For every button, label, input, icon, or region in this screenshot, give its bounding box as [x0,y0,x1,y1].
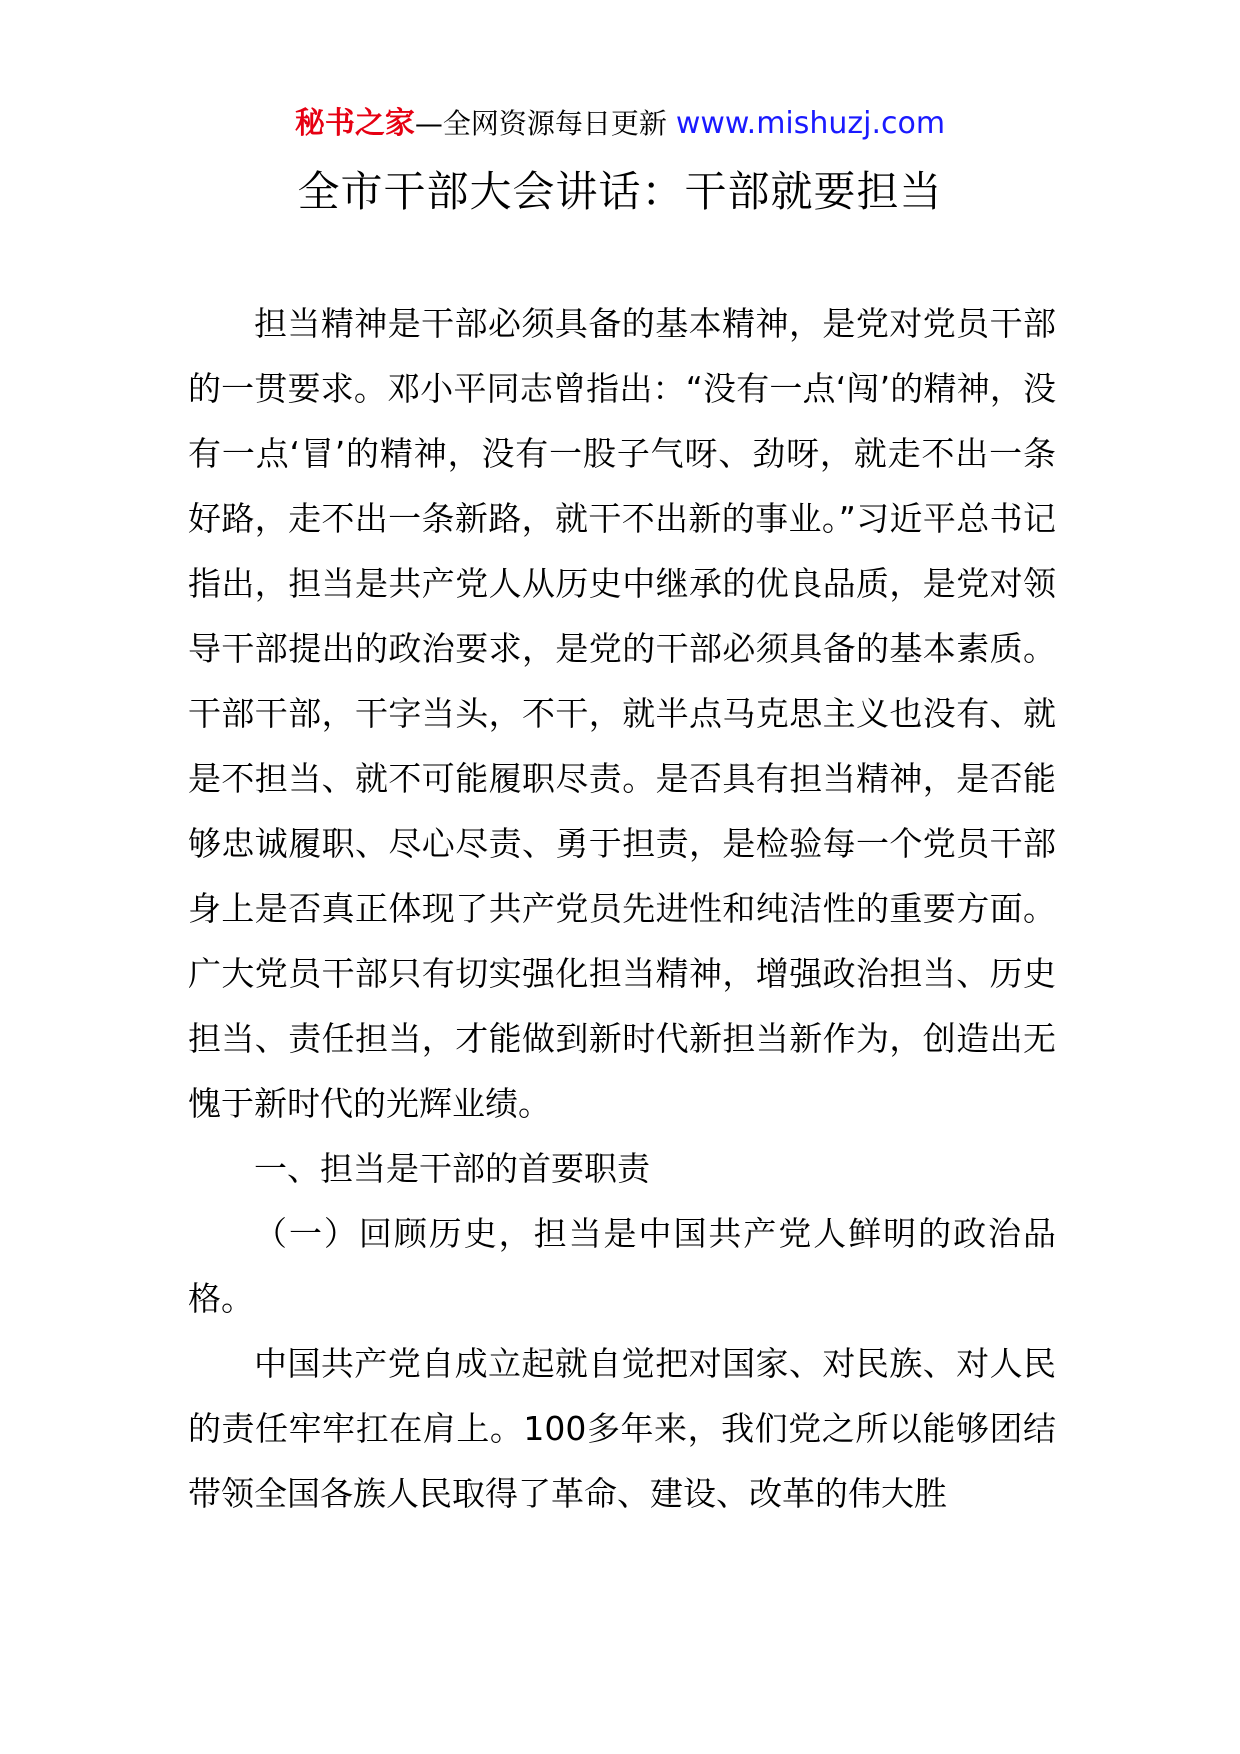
document-title: 全市干部大会讲话：干部就要担当 [297,167,943,216]
section-heading: 一、担当是干部的首要职责 [254,1149,650,1188]
site-header [0,104,1240,144]
document-body [188,291,1056,1526]
site-slogan: —全网资源每日更新 [414,107,667,140]
site-brand: 秘书之家 [294,106,415,141]
paragraph-history: 中国共产党自成立起就自觉把对国家、对民族、对人民的责任牢牢扛在肩上。100多年来，我们党之所以能够团结带领全国各族人民取得了革命、建设、改革的伟大胜 [188,1344,1056,1513]
paragraph-intro: 担当精神是干部必须具备的基本精神，是党对党员干部的一贯要求。邓小平同志曾指出：“没有一点‘闯’的精神，没有一点‘冒’的精神，没有一股子气呀、劲呀，就走不出一条好路，走不出一条新路，就干不出新的事业。”习近平总书记指出，担当是共产党人从历史中继承的优良品质，是党对领导干部提出的政治要求，是党的干部必须具备的基本素质。干部干部，干字当头，不干，就半点马克思主义也没有、就是不担当、就不可能履职尽责。是否具有担当精神，是否能够忠诚履职、尽心尽责、勇于担责，是检验每一个党员干部身上是否真正体现了共产党员先进性和纯洁性的重要方面。广大党员干部只有切实强化担当精神，增强政治担当、历史担当、责任担当，才能做到新时代新担当新作为，创造出无愧于新时代的光辉业绩。 [188,304,1056,1123]
subsection-heading: （一）回顾历史，担当是中国共产党人鲜明的政治品格。 [188,1214,1056,1318]
site-url-link[interactable]: www.mishuzj.com [675,106,946,141]
